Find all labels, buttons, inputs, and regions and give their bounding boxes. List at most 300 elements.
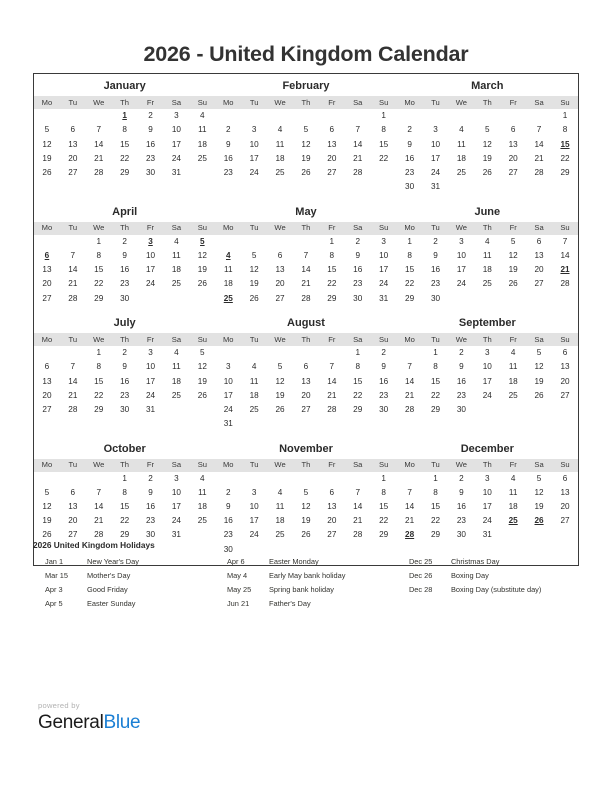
week-row: [34, 389, 215, 403]
month-name: May: [295, 205, 317, 218]
weekday-header-tu: Tu: [60, 96, 86, 109]
week-row: [215, 500, 396, 514]
day-cell: 9: [355, 250, 360, 260]
day-cell: 7: [536, 125, 542, 135]
week-row: [397, 375, 578, 389]
week-row: [215, 152, 396, 166]
day-cell: 2: [355, 236, 360, 246]
holiday-date: Jun 21: [226, 599, 250, 608]
day-cell: 10: [482, 362, 492, 372]
day-cell: 28: [68, 404, 78, 414]
calendar-grid: [33, 73, 579, 566]
weekday-header-we: We: [86, 222, 112, 235]
weekday-header-row: [34, 333, 215, 346]
day-cell: 2: [148, 473, 153, 483]
month-block-january: [34, 74, 215, 200]
day-cell-empty: [319, 346, 345, 360]
day-cell: 4: [200, 111, 205, 121]
weekday-header-sa: Sa: [526, 333, 552, 346]
day-cell: 13: [560, 487, 570, 497]
day-cell-empty: [526, 109, 552, 123]
day-cell-empty: [397, 109, 423, 123]
day-cell: 23: [145, 516, 156, 526]
day-cell: 6: [510, 125, 516, 135]
day-cell: 19: [197, 265, 207, 275]
day-cell-holiday: 5: [200, 236, 205, 246]
holiday-date: Apr 6: [226, 557, 245, 566]
day-cell: 7: [407, 487, 412, 497]
weekday-header-row: [397, 222, 578, 235]
day-cell: 16: [430, 265, 441, 275]
day-cell: 5: [277, 362, 283, 372]
weekday-header-we: We: [267, 459, 293, 472]
day-cell: 29: [560, 167, 570, 177]
month-table: [215, 96, 396, 180]
week-row: [397, 389, 578, 403]
day-cell: 11: [275, 502, 285, 512]
day-cell-empty: [241, 417, 267, 431]
day-cell: 30: [379, 404, 389, 414]
holiday-name: Christmas Day: [450, 557, 500, 566]
day-cell: 17: [430, 153, 441, 163]
day-cell: 21: [327, 390, 337, 400]
day-cell: 29: [120, 167, 130, 177]
day-cell: 22: [560, 153, 570, 163]
day-cell: 7: [329, 362, 335, 372]
holiday-list-item: [45, 586, 215, 593]
week-row: [397, 109, 578, 123]
day-cell: 8: [381, 125, 386, 135]
day-cell-empty: [500, 403, 526, 417]
day-cell: 30: [120, 293, 130, 303]
day-cell: 31: [430, 182, 441, 192]
day-cell: 8: [355, 362, 360, 372]
weekday-header-mo: Mo: [34, 222, 60, 235]
day-cell: 11: [275, 139, 285, 149]
day-cell: 7: [303, 250, 309, 260]
day-cell: 13: [327, 502, 337, 512]
month-name: September: [458, 316, 516, 329]
day-cell: 11: [198, 487, 207, 497]
weekday-header-we: We: [267, 333, 293, 346]
calendar-quarter: [34, 311, 578, 437]
day-cell: 20: [327, 153, 337, 163]
month-name: November: [279, 442, 333, 455]
week-row: [397, 486, 578, 500]
weekday-header-we: We: [448, 333, 474, 346]
week-row: [397, 500, 578, 514]
week-row: [397, 472, 578, 486]
day-cell: 1: [122, 473, 127, 483]
day-cell-empty: [371, 166, 397, 180]
day-cell-empty: [86, 109, 112, 123]
day-cell: 9: [148, 487, 153, 497]
month-block-september: [397, 311, 578, 437]
weekday-header-tu: Tu: [60, 459, 86, 472]
day-cell: 25: [197, 516, 207, 526]
generalblue-wordmark: [38, 713, 140, 733]
day-cell: 3: [174, 111, 179, 121]
day-cell: 16: [120, 376, 130, 386]
holiday-date: Dec 26: [408, 571, 433, 580]
day-cell: 24: [456, 279, 466, 289]
month-table: [34, 459, 215, 543]
day-cell: 27: [68, 530, 78, 540]
weekday-header-su: Su: [552, 459, 578, 472]
day-cell: 10: [145, 250, 156, 260]
day-cell: 27: [327, 167, 337, 177]
weekday-header-mo: Mo: [34, 333, 60, 346]
day-cell: 28: [68, 293, 78, 303]
day-cell: 5: [44, 125, 50, 135]
weekday-header-sa: Sa: [526, 96, 552, 109]
weekday-header-tu: Tu: [423, 333, 449, 346]
weekday-header-we: We: [448, 222, 474, 235]
weekday-header-fr: Fr: [500, 222, 526, 235]
day-cell: 18: [275, 153, 285, 163]
brand-name-second: Blue: [103, 712, 141, 734]
day-cell: 1: [407, 236, 412, 246]
day-cell: 24: [482, 390, 492, 400]
holiday-list-item: [409, 558, 579, 565]
weekday-header-we: We: [448, 459, 474, 472]
day-cell: 23: [120, 279, 130, 289]
month-name: February: [282, 80, 330, 92]
month-block-april: [34, 200, 215, 311]
day-cell: 21: [68, 390, 78, 400]
day-cell: 8: [433, 487, 438, 497]
day-cell: 29: [94, 404, 104, 414]
holiday-date: Jan 1: [45, 557, 64, 566]
day-cell: 21: [405, 390, 415, 400]
day-cell: 2: [407, 125, 412, 135]
day-cell: 5: [536, 473, 542, 483]
week-row: [215, 389, 396, 403]
day-cell-empty: [500, 292, 526, 306]
day-cell: 21: [534, 153, 544, 163]
weekday-header-mo: Mo: [397, 333, 423, 346]
holiday-date: Apr 3: [45, 585, 63, 594]
day-cell: 31: [171, 530, 181, 540]
weekday-header-sa: Sa: [163, 333, 189, 346]
day-cell-holiday: 6: [44, 250, 50, 260]
day-cell: 3: [484, 348, 490, 358]
week-row: [215, 292, 396, 306]
day-cell-holiday: 3: [148, 236, 153, 246]
day-cell: 16: [223, 153, 233, 163]
powered-by-label: powered by: [38, 701, 80, 710]
day-cell: 23: [145, 153, 156, 163]
holiday-date: May 25: [226, 585, 252, 594]
day-cell-empty: [526, 403, 552, 417]
day-cell-empty: [319, 472, 345, 486]
month-name: July: [113, 316, 136, 329]
day-cell: 15: [327, 265, 337, 275]
day-cell-empty: [34, 109, 60, 123]
day-cell: 5: [200, 348, 205, 358]
holiday-date: Dec 25: [408, 557, 433, 566]
day-cell-empty: [215, 235, 241, 249]
footer-logo: [38, 702, 140, 733]
day-cell: 19: [275, 390, 285, 400]
day-cell: 26: [534, 390, 544, 400]
day-cell: 10: [456, 250, 466, 260]
weekday-header-su: Su: [189, 96, 215, 109]
day-cell: 6: [70, 487, 76, 497]
day-cell: 18: [171, 376, 181, 386]
day-cell: 17: [223, 390, 233, 400]
day-cell: 27: [301, 404, 311, 414]
day-cell: 9: [122, 250, 127, 260]
page-title: 2026 - United Kingdom Calendar: [143, 42, 469, 66]
day-cell-empty: [163, 403, 189, 417]
day-cell-empty: [241, 109, 267, 123]
day-cell: 10: [430, 139, 441, 149]
day-cell: 1: [381, 111, 386, 121]
day-cell-holiday: 1: [122, 111, 127, 121]
weekday-header-fr: Fr: [319, 222, 345, 235]
day-cell: 15: [430, 502, 441, 512]
day-cell-empty: [474, 180, 500, 194]
day-cell: 28: [327, 404, 337, 414]
day-cell-empty: [241, 346, 267, 360]
weekday-header-th: Th: [293, 459, 319, 472]
week-row: [215, 472, 396, 486]
weekday-header-sa: Sa: [163, 222, 189, 235]
day-cell: 26: [42, 530, 52, 540]
weekday-header-mo: Mo: [34, 96, 60, 109]
day-cell: 5: [251, 250, 257, 260]
week-row: [215, 403, 396, 417]
day-cell: 22: [430, 390, 441, 400]
day-cell: 22: [405, 279, 415, 289]
weekday-header-fr: Fr: [500, 96, 526, 109]
holiday-name: Good Friday: [87, 585, 128, 594]
day-cell: 2: [381, 348, 386, 358]
day-cell: 6: [562, 473, 568, 483]
day-cell: 13: [68, 139, 78, 149]
day-cell: 18: [171, 265, 181, 275]
day-cell: 14: [94, 502, 104, 512]
day-cell-empty: [293, 417, 319, 431]
day-cell-empty: [86, 472, 112, 486]
day-cell: 20: [275, 279, 285, 289]
week-row: [34, 403, 215, 417]
weekday-header-fr: Fr: [138, 96, 164, 109]
day-cell: 28: [94, 167, 104, 177]
week-row: [397, 166, 578, 180]
weekday-header-mo: Mo: [34, 459, 60, 472]
day-cell: 28: [353, 167, 363, 177]
day-cell: 30: [145, 167, 156, 177]
day-cell-empty: [448, 292, 474, 306]
day-cell: 17: [482, 376, 492, 386]
weekday-header-th: Th: [474, 222, 500, 235]
day-cell: 1: [96, 348, 101, 358]
weekday-header-fr: Fr: [500, 333, 526, 346]
day-cell: 26: [249, 293, 259, 303]
day-cell: 7: [70, 362, 76, 372]
weekday-header-fr: Fr: [319, 459, 345, 472]
month-block-august: [215, 311, 396, 437]
day-cell: 11: [224, 265, 233, 275]
week-row: [34, 292, 215, 306]
weekday-header-sa: Sa: [345, 333, 371, 346]
holiday-name: Easter Monday: [268, 557, 319, 566]
holiday-name: Father's Day: [268, 599, 311, 608]
weekday-header-mo: Mo: [215, 459, 241, 472]
month-table: [34, 96, 215, 180]
day-cell: 3: [251, 125, 257, 135]
day-cell: 12: [249, 265, 259, 275]
day-cell-empty: [138, 292, 164, 306]
week-row: [34, 472, 215, 486]
day-cell: 7: [96, 487, 101, 497]
day-cell: 27: [42, 404, 52, 414]
day-cell: 19: [42, 153, 52, 163]
day-cell-holiday: 25: [223, 293, 233, 303]
day-cell: 14: [534, 139, 544, 149]
day-cell-empty: [397, 472, 423, 486]
day-cell: 18: [197, 139, 207, 149]
day-cell-empty: [241, 472, 267, 486]
day-cell: 21: [68, 279, 78, 289]
day-cell: 27: [327, 530, 337, 540]
day-cell-empty: [423, 109, 449, 123]
day-cell: 22: [120, 516, 130, 526]
day-cell: 20: [42, 279, 52, 289]
month-table: [215, 222, 396, 306]
day-cell: 6: [277, 250, 283, 260]
day-cell: 13: [327, 139, 337, 149]
week-row: [34, 263, 215, 277]
holiday-list-item: [409, 586, 579, 593]
day-cell: 16: [405, 153, 415, 163]
weekday-header-mo: Mo: [397, 459, 423, 472]
week-row: [397, 278, 578, 292]
day-cell: 8: [433, 362, 438, 372]
holiday-date: May 4: [226, 571, 248, 580]
day-cell: 20: [534, 265, 544, 275]
weekday-header-mo: Mo: [397, 96, 423, 109]
holidays-column: [33, 558, 215, 614]
day-cell: 14: [68, 376, 78, 386]
day-cell: 23: [223, 167, 233, 177]
day-cell-holiday: 25: [508, 516, 518, 526]
day-cell-empty: [552, 403, 578, 417]
day-cell-empty: [189, 166, 215, 180]
day-cell: 15: [94, 265, 104, 275]
week-row: [34, 138, 215, 152]
day-cell: 3: [459, 236, 464, 246]
day-cell: 16: [120, 265, 130, 275]
day-cell: 19: [197, 376, 207, 386]
week-row: [397, 138, 578, 152]
day-cell-empty: [293, 472, 319, 486]
weekday-header-we: We: [267, 96, 293, 109]
weekday-header-row: [397, 333, 578, 346]
week-row: [215, 346, 396, 360]
day-cell: 3: [251, 487, 257, 497]
week-row: [34, 278, 215, 292]
day-cell: 4: [277, 487, 283, 497]
day-cell: 30: [353, 293, 363, 303]
day-cell: 4: [174, 236, 179, 246]
day-cell: 19: [508, 265, 518, 275]
day-cell: 23: [456, 390, 466, 400]
day-cell: 31: [223, 419, 233, 429]
day-cell: 9: [433, 250, 438, 260]
holiday-list-item: [45, 572, 215, 579]
day-cell: 17: [456, 265, 466, 275]
week-row: [34, 515, 215, 529]
weekday-header-sa: Sa: [526, 222, 552, 235]
day-cell: 25: [482, 279, 492, 289]
day-cell: 25: [249, 404, 259, 414]
day-cell: 28: [405, 404, 415, 414]
day-cell: 29: [430, 530, 441, 540]
day-cell: 6: [562, 348, 568, 358]
day-cell: 30: [145, 530, 156, 540]
weekday-header-fr: Fr: [138, 222, 164, 235]
weekday-header-mo: Mo: [215, 96, 241, 109]
holiday-name: Easter Sunday: [87, 599, 136, 608]
day-cell: 29: [94, 293, 104, 303]
day-cell: 17: [171, 502, 181, 512]
day-cell: 16: [353, 265, 363, 275]
day-cell: 26: [42, 167, 52, 177]
week-row: [215, 235, 396, 249]
day-cell: 9: [148, 125, 153, 135]
day-cell: 20: [560, 376, 570, 386]
day-cell: 13: [275, 265, 285, 275]
month-table: [397, 333, 578, 417]
day-cell-holiday: 4: [225, 250, 231, 260]
day-cell: 22: [430, 516, 441, 526]
day-cell: 3: [433, 125, 438, 135]
week-row: [34, 249, 215, 263]
month-name: October: [103, 442, 146, 455]
day-cell-empty: [241, 235, 267, 249]
day-cell: 24: [171, 153, 181, 163]
holiday-name: Early May bank holiday: [268, 571, 346, 580]
weekday-header-th: Th: [112, 459, 138, 472]
day-cell: 12: [197, 250, 207, 260]
day-cell: 15: [405, 265, 415, 275]
day-cell: 28: [353, 530, 363, 540]
day-cell: 17: [482, 502, 492, 512]
day-cell: 2: [459, 473, 464, 483]
day-cell: 8: [96, 250, 101, 260]
week-row: [215, 417, 396, 431]
brand-name-first: General: [38, 712, 104, 734]
day-cell: 11: [508, 487, 518, 497]
weekday-header-sa: Sa: [345, 96, 371, 109]
weekday-header-sa: Sa: [163, 96, 189, 109]
day-cell: 17: [249, 153, 259, 163]
day-cell: 27: [560, 516, 570, 526]
day-cell: 18: [275, 516, 285, 526]
holidays-column: [397, 558, 579, 614]
day-cell: 19: [301, 153, 311, 163]
day-cell: 1: [433, 348, 438, 358]
day-cell: 12: [197, 362, 207, 372]
month-block-may: [215, 200, 396, 311]
weekday-header-su: Su: [552, 96, 578, 109]
weekday-header-mo: Mo: [215, 333, 241, 346]
day-cell: 29: [353, 404, 363, 414]
day-cell: 24: [379, 279, 389, 289]
